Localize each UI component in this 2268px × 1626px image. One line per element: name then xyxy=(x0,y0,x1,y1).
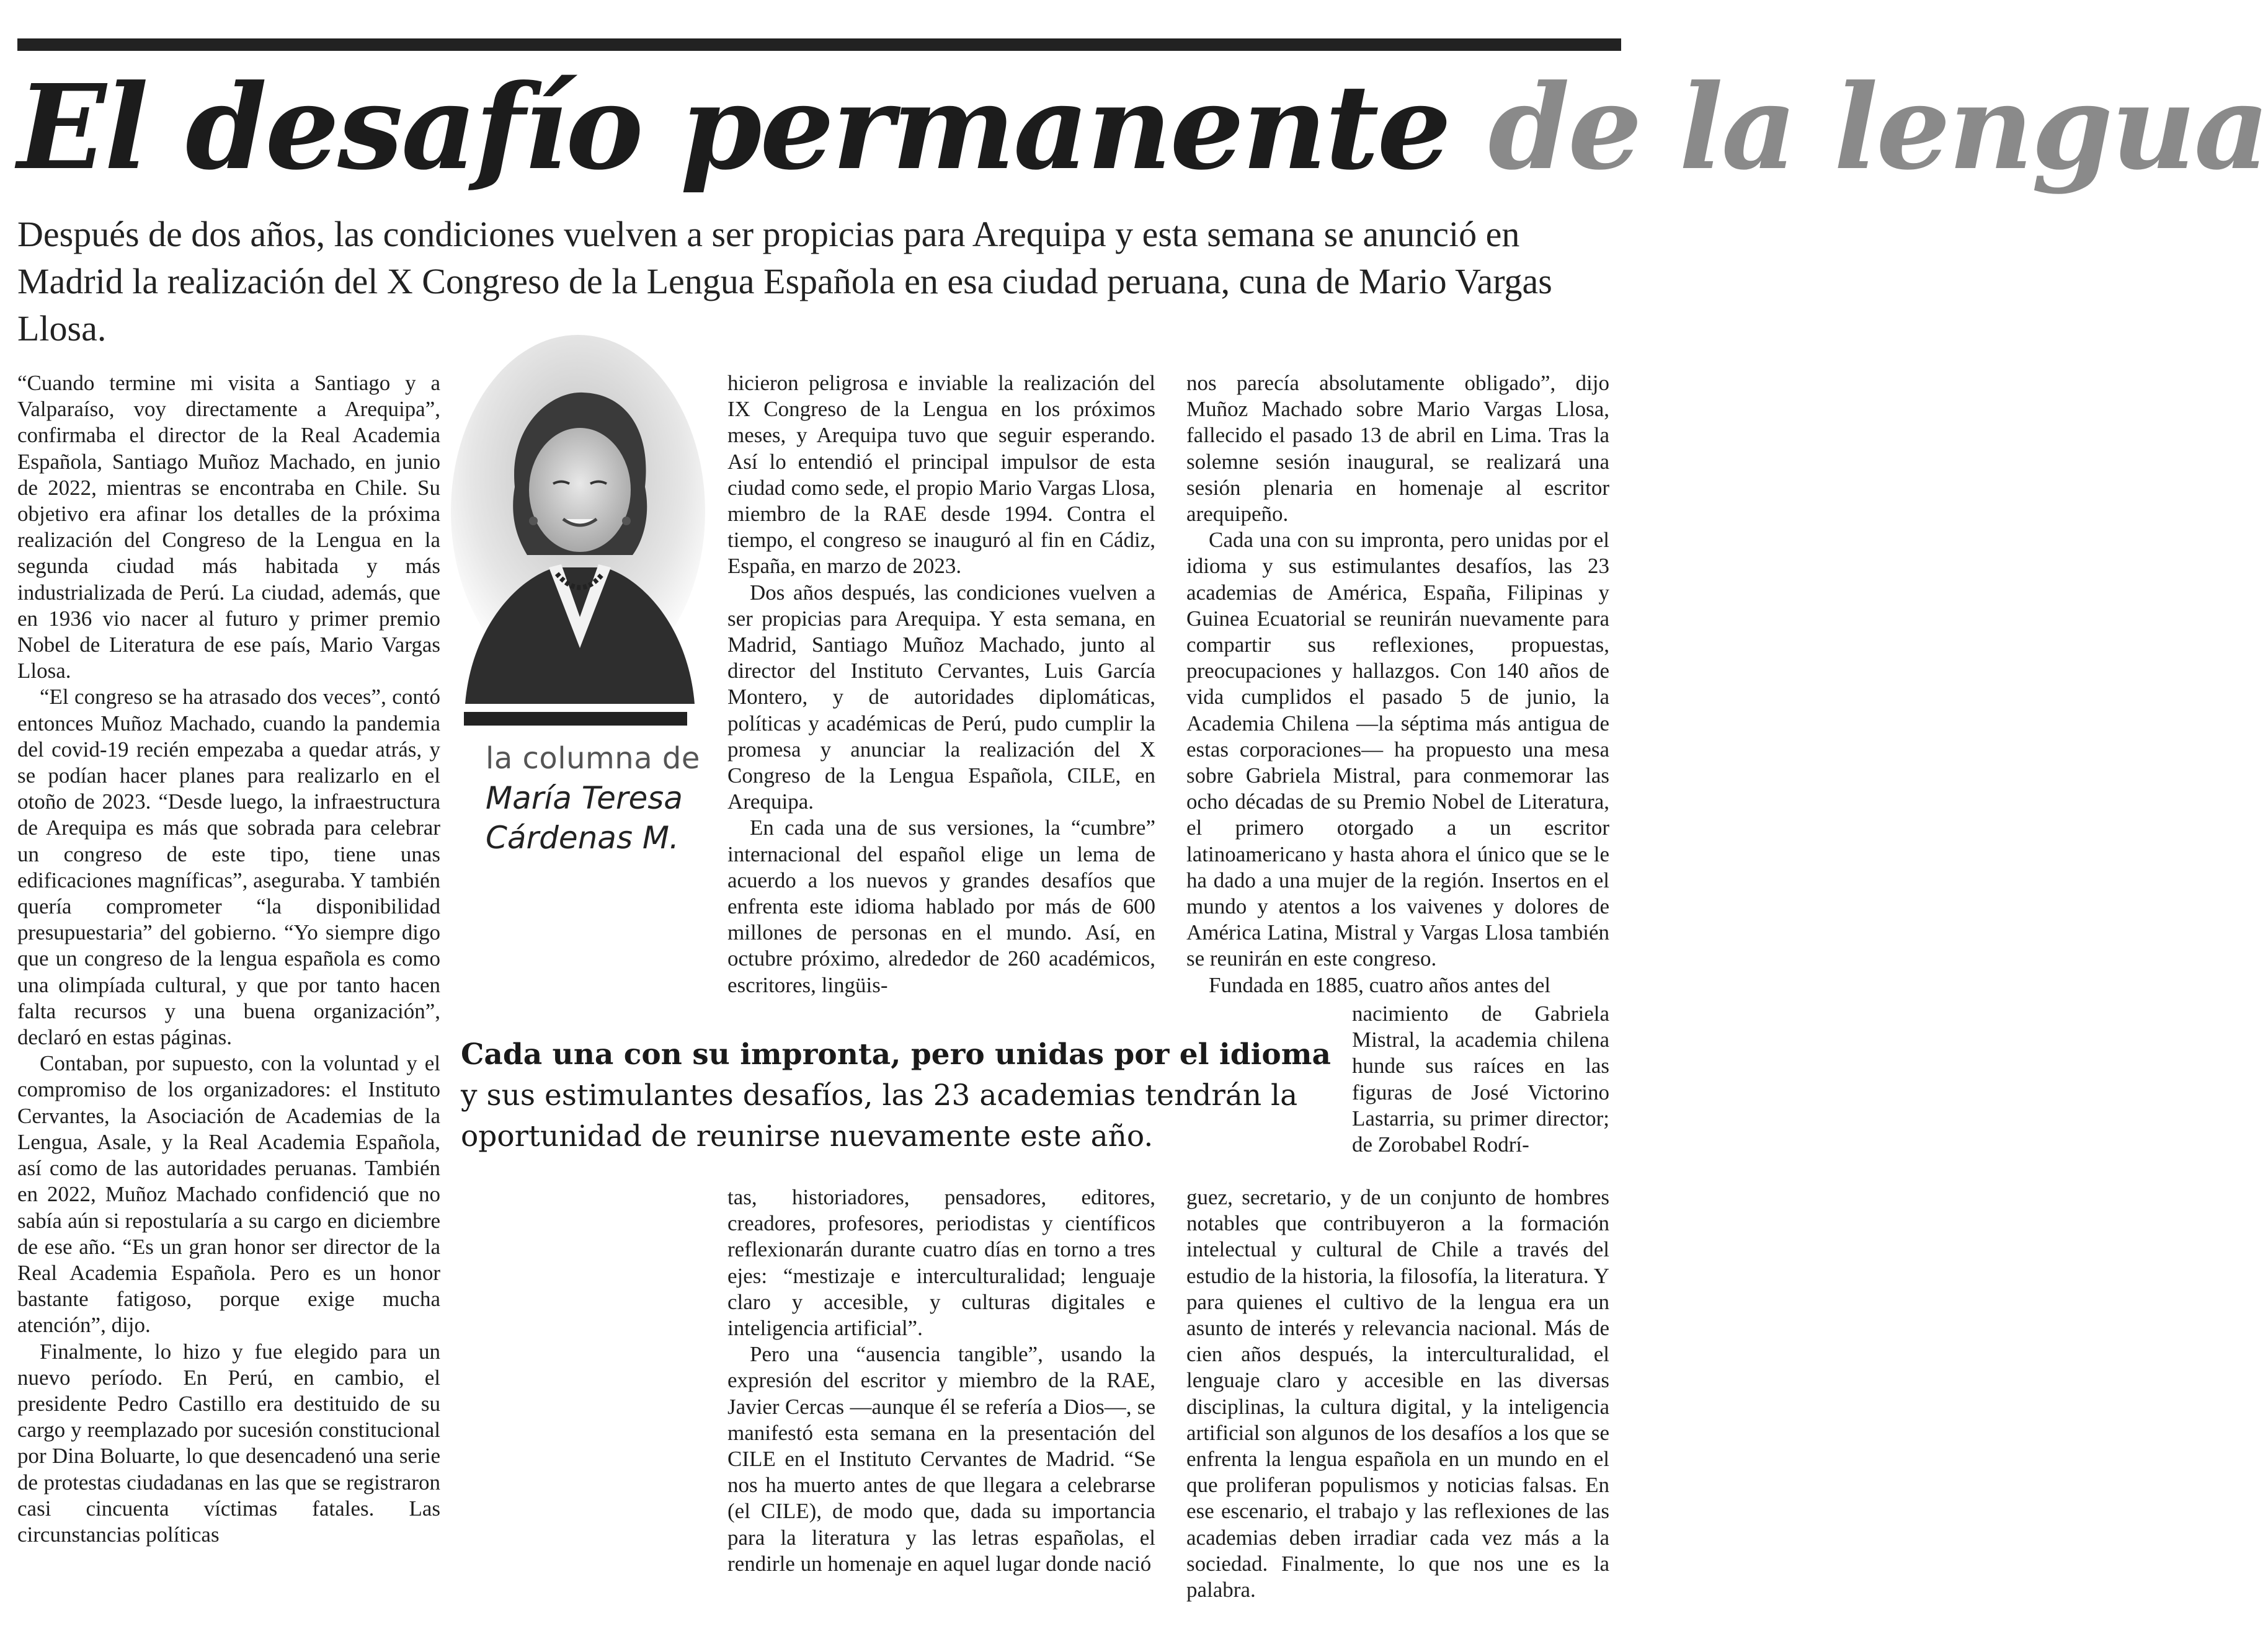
paragraph: Dos años después, las condiciones vuelven a ser propicias para Arequipa. Y esta semana, en Madrid, Santiago Muñoz Machado, junto al director del Instituto Cervantes, Luis García Montero, y de autoridades diplomáticas, políticas y académicas de Perú, pudo cumplir la promesa y anunciar la realización del X Congreso de la Lengua Española, CILE, en Arequipa. xyxy=(727,580,1155,814)
pull-quote-regular: y sus estimulantes desafíos, las 23 academias tendrán la oportunidad de reunirse nuevamente este año. xyxy=(461,1078,1298,1153)
column-2-bottom xyxy=(727,1184,1155,1577)
paragraph: nacimiento de Gabriela Mistral, la academia chilena hunde sus raíces en las figuras de José Victorino Lastarria, su primer director; de Zorobabel Rodrí- xyxy=(1352,1002,1609,1157)
paragraph: guez, secretario, y de un conjunto de hombres notables que contribuyeron a la formación intelectual y cultural de Chile a través del estudio de la historia, la filosofía, la literatura. Y para quienes el cultivo de la lengua era un asunto de interés y relevancia nacional. Más de cien años después, la interculturalidad, el lenguaje claro y accesible en las diversas disciplinas, la cultura digital, y la inteligencia artificial son algunos de los desafíos a los que se enfrenta la lengua española en un mundo en el que proliferan populismos y noticias falsas. En ese escenario, el trabajo y las reflexiones de las academias deben irradiar cada vez más a la sociedad. Finalmente, lo que nos une es la palabra. xyxy=(1186,1185,1609,1602)
paragraph: tas, historiadores, pensadores, editores, creadores, profesores, periodistas y científicos reflexionarán durante cuatro días en torno a tres ejes: “mestizaje e interculturalidad; lenguaje claro y accesible, y culturas digitales e inteligencia artificial”. xyxy=(727,1185,1155,1341)
pull-quote-bold: Cada una con su impronta, pero unidas por el idioma xyxy=(461,1037,1331,1072)
column-2-top xyxy=(727,370,1155,998)
paragraph: “Cuando termine mi visita a Santiago y a Valparaíso, voy directamente a Arequipa”, confirmaba el director de la Real Academia Española, Santiago Muñoz Machado, en junio de 2022, mientras se encontraba en Chile. Su objetivo era afinar los detalles de la próxima realización del Congreso de la Lengua en la segunda ciudad más habitada y más industrializada de Perú. La ciudad, además, que en 1936 vio nacer al futuro y primer premio Nobel de Literatura de ese país, Mario Vargas Llosa. xyxy=(17,371,440,683)
headline xyxy=(17,59,2268,196)
deck-text: Después de dos años, las condiciones vuelven a ser propicias para Arequipa y esta semana se anunció en Madrid la realización del X Congreso de la Lengua Española en esa ciudad peruana, cuna de Mario Vargas Llosa. xyxy=(17,214,1552,349)
top-rule xyxy=(17,38,1621,51)
byline-name xyxy=(486,778,721,858)
pull-quote xyxy=(461,1034,1341,1157)
paragraph: hicieron peligrosa e inviable la realización del IX Congreso de la Lengua en los próximos meses, y Arequipa tuvo que seguir esperando. Así lo entendió el principal impulsor de esta ciudad como sede, el propio Mario Vargas Llosa, miembro de la RAE desde 1994. Contra el tiempo, el congreso se inauguró al fin en Cádiz, España, en marzo de 2023. xyxy=(727,371,1155,579)
column-1 xyxy=(17,370,440,1548)
byline-name-line-2: Cárdenas M. xyxy=(486,820,679,856)
byline-label: la columna de xyxy=(486,741,700,776)
column-3-top xyxy=(1186,370,1609,998)
column-3-middle xyxy=(1352,1001,1609,1158)
paragraph: Fundada en 1885, cuatro años antes del xyxy=(1209,972,1551,997)
paragraph: nos parecía absolutamente obligado”, dijo Muñoz Machado sobre Mario Vargas Llosa, fallecido el pasado 13 de abril en Lima. Tras la solemne sesión inaugural, se realizará una sesión plenaria en homenaje al escritor arequipeño. xyxy=(1186,371,1609,526)
paragraph: En cada una de sus versiones, la “cumbre” internacional del español elige un lema de acuerdo a los nuevos y grandes desafíos que enfrenta este idioma hablado por más de 600 millones de personas en el mundo. Así, en octubre próximo, alrededor de 260 académicos, escritores, lingüis- xyxy=(727,815,1155,997)
author-photo xyxy=(447,357,710,704)
paragraph: Contaban, por supuesto, con la voluntad y el compromiso de los organizadores: el Instituto Cervantes, la Asociación de Academias de la Lengua, Asale, y la Real Academia Española, así como de las autoridades peruanas. También en 2022, Muñoz Machado confidenció que no sabía aún si repostularía a su cargo en diciembre de ese año. “Es un gran honor ser director de la Real Academia Española. Pero es un honor bastante fatigoso, porque exige mucha atención”, dijo. xyxy=(17,1051,440,1338)
paragraph: Pero una “ausencia tangible”, usando la expresión del escritor y miembro de la RAE, Javier Cercas —aunque él se refería a Dios—, se manifestó esta semana en la presentación del CILE en el Instituto Cervantes de Madrid. “Se nos ha muerto antes de que llegara a celebrarse (el CILE), de modo que, dada su importancia para la literatura y las letras españolas, el rendirle un homenaje en aquel lugar donde nació xyxy=(727,1342,1155,1576)
paragraph: Cada una con su impronta, pero unidas por el idioma y sus estimulantes desafíos, las 23 academias de América, España, Filipinas y Guinea Ecuatorial se reunirán nuevamente para compartir sus reflexiones, propuestas, preocupaciones y hallazgos. Con 140 años de vida cumplidos el pasado 5 de junio, la Academia Chilena —la séptima más antigua de estas corporaciones— ha propuesto una mesa sobre Gabriela Mistral, para conmemorar las ocho décadas de su Premio Nobel de Literatura, el primero otorgado a un escritor latinoamericano y hasta ahora el único que se le ha dado a una mujer de la región. Insertos en el mundo y atentos a los vaivenes y dolores de América Latina, Mistral y Vargas Llosa también se reunirán en este congreso. xyxy=(1186,528,1609,971)
headline-dark: El desafío permanente xyxy=(17,59,1450,196)
paragraph: Finalmente, lo hizo y fue elegido para un nuevo período. En Perú, en cambio, el presidente Pedro Castillo era destituido de su cargo y reemplazado por sucesión constitucional por Dina Boluarte, lo que desencadenó una serie de protestas ciudadanas en las que se registraron casi cincuenta víctimas fatales. Las circunstancias políticas xyxy=(17,1339,440,1547)
paragraph: “El congreso se ha atrasado dos veces”, contó entonces Muñoz Machado, cuando la pandemia del covid-19 recién empezaba a quedar atrás, y se podían hacer planes para realizarlo en el otoño de 2023. “Desde luego, la infraestructura de Arequipa es más que sobrada para celebrar un congreso de este tipo, tiene unas edificaciones magníficas”, aseguraba. Y también quería comprometer “la disponibilidad presupuestaria” del gobierno. “Yo siempre digo que un congreso de la lengua española es como una olimpíada cultural, y que por tanto hacen falta recursos y una buena organización”, declaró en estas páginas. xyxy=(17,685,440,1050)
headline-grey: de la lengua xyxy=(1488,59,2268,196)
photo-rule xyxy=(464,712,687,726)
column-3-bottom xyxy=(1186,1184,1609,1603)
byline-name-line-1: María Teresa xyxy=(486,780,683,816)
deck xyxy=(17,211,1617,352)
